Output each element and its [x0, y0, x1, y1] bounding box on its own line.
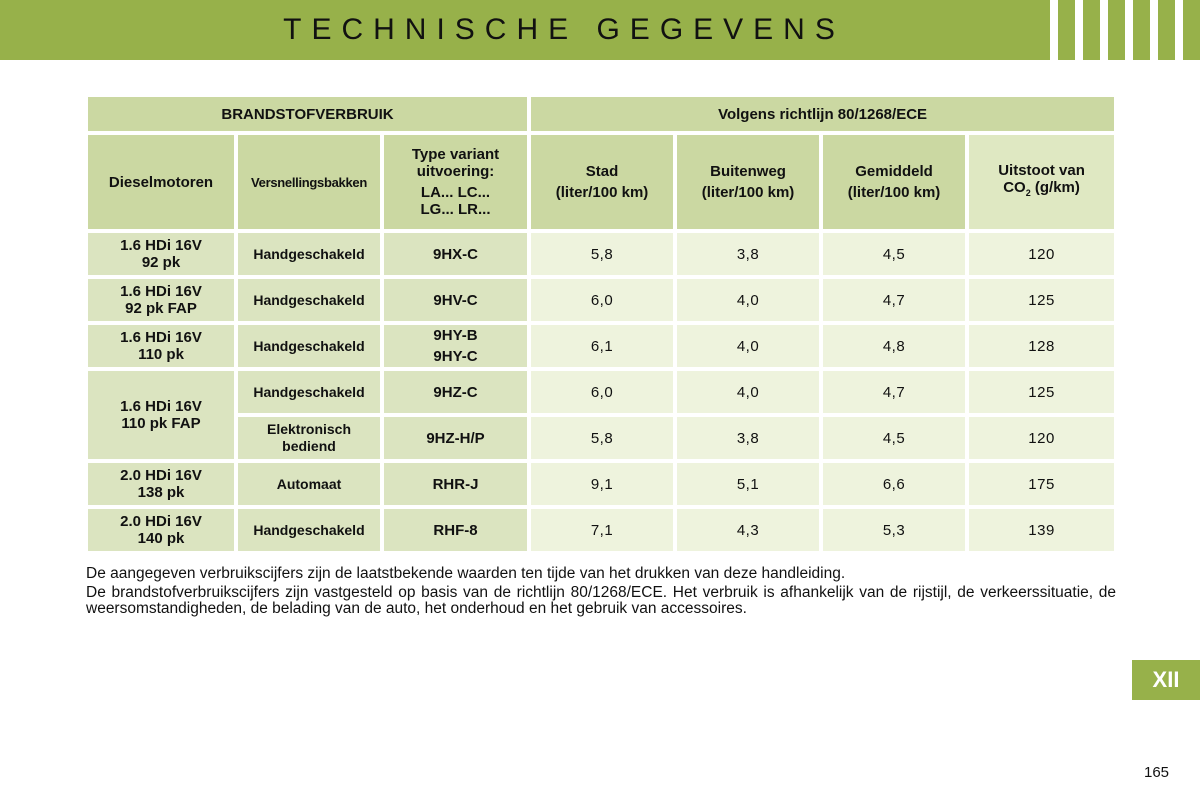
engine-cell — [88, 325, 234, 367]
average-cell: 4,5 — [823, 417, 965, 459]
variant-cell — [384, 325, 527, 367]
table-row — [88, 463, 1114, 505]
column-header-city — [531, 135, 673, 229]
city-cell: 6,0 — [531, 371, 673, 413]
engine-name: 1.6 HDi 16V — [120, 237, 202, 254]
highway-cell: 4,3 — [677, 509, 819, 551]
average-cell: 4,5 — [823, 233, 965, 275]
co2-subscript: 2 — [1025, 188, 1031, 198]
page-header — [0, 0, 1200, 60]
highway-cell: 4,0 — [677, 371, 819, 413]
engine-cell — [88, 279, 234, 321]
variant-code: 9HZ-C — [433, 383, 478, 401]
header-stripe — [1125, 0, 1133, 60]
gearbox-name: Handgeschakeld — [253, 383, 365, 400]
city-cell: 9,1 — [531, 463, 673, 505]
highway-cell: 5,1 — [677, 463, 819, 505]
fuel-consumption-table — [84, 93, 1118, 555]
co2-cell: 120 — [969, 417, 1114, 459]
gearbox-cell — [238, 371, 380, 413]
variant-cell — [384, 371, 527, 413]
variant-header-line: Type variant — [411, 146, 500, 163]
engine-cell — [88, 463, 234, 505]
gearbox-name: Elektronisch — [266, 421, 352, 437]
page-title: TECHNISCHE GEGEVENS — [283, 13, 845, 46]
variant-code: 9HX-C — [433, 245, 479, 263]
header-stripe — [1050, 0, 1058, 60]
co2-header-line: Uitstoot van — [998, 162, 1085, 179]
engine-name: 1.6 HDi 16V — [120, 398, 202, 415]
highway-header-line: Buitenweg — [710, 163, 786, 180]
variant-header-line: LA... LC... — [420, 184, 491, 201]
column-header-average — [823, 135, 965, 229]
variant-header-line: uitvoering: — [416, 163, 495, 180]
co2-cell: 128 — [969, 325, 1114, 367]
city-cell: 7,1 — [531, 509, 673, 551]
header-stripe — [1150, 0, 1158, 60]
city-header-unit: (liter/100 km) — [555, 184, 649, 201]
variant-code: 9HV-C — [433, 291, 478, 309]
gearbox-cell — [238, 279, 380, 321]
header-stripe — [1175, 0, 1183, 60]
engine-name: 1.6 HDi 16V — [120, 329, 202, 346]
variant-cell — [384, 417, 527, 459]
footnote-text: De aangegeven verbruikscijfers zijn de laatstbekende waarden ten tijde van het drukken van deze handleiding. — [86, 565, 846, 582]
header-stripe — [1100, 0, 1108, 60]
header-stripe — [1075, 0, 1083, 60]
co2-suffix: (g/km) — [1030, 179, 1080, 196]
highway-cell: 4,0 — [677, 279, 819, 321]
gearbox-cell — [238, 417, 380, 459]
engine-cell — [88, 509, 234, 551]
variant-code: RHF-8 — [433, 521, 478, 539]
highway-cell: 3,8 — [677, 417, 819, 459]
table-row — [88, 325, 1114, 367]
group-header-row — [88, 97, 1114, 131]
column-header-highway — [677, 135, 819, 229]
table-row — [88, 371, 1114, 413]
variant-cell — [384, 509, 527, 551]
engine-name: 2.0 HDi 16V — [120, 467, 202, 484]
variant-cell — [384, 233, 527, 275]
average-cell: 4,7 — [823, 371, 965, 413]
highway-cell: 4,0 — [677, 325, 819, 367]
table-row — [88, 233, 1114, 275]
gearbox-name: Handgeschakeld — [253, 521, 365, 538]
city-header-line: Stad — [585, 163, 619, 180]
gearbox-name: Automaat — [276, 475, 342, 492]
co2-cell: 125 — [969, 371, 1114, 413]
column-header-row — [88, 135, 1114, 229]
variant-code: 9HY-B — [433, 327, 478, 344]
engine-name: 1.6 HDi 16V — [120, 283, 202, 300]
engine-power: 138 pk — [137, 484, 185, 501]
co2-cell: 139 — [969, 509, 1114, 551]
gearbox-cell — [238, 509, 380, 551]
gearbox-name: Handgeschakeld — [253, 337, 365, 354]
variant-cell — [384, 463, 527, 505]
highway-cell: 3,8 — [677, 233, 819, 275]
column-header-gearbox: Versnellingsbakken — [238, 135, 380, 229]
average-cell: 4,7 — [823, 279, 965, 321]
average-cell: 4,8 — [823, 325, 965, 367]
average-cell: 6,6 — [823, 463, 965, 505]
footnote-text: De brandstofverbruikscijfers zijn vastgesteld op basis van de richtlijn 80/1268/ECE. Het verbruik is afhankelijk van de rijstijl, de verkeerssituatie, de weersomstandigheden, de belading van de auto, het onderhoud en het gebruik van accessoires. — [86, 584, 1116, 617]
table-row — [88, 279, 1114, 321]
column-header-variant — [384, 135, 527, 229]
table-row — [88, 417, 1114, 459]
highway-header-unit: (liter/100 km) — [701, 184, 795, 201]
gearbox-name: bediend — [282, 438, 336, 454]
engine-cell — [88, 371, 234, 459]
variant-header-line: LG... LR... — [420, 201, 491, 218]
engine-power: 110 pk — [138, 346, 184, 363]
engine-cell — [88, 233, 234, 275]
page-number: 165 — [1144, 764, 1170, 781]
city-cell: 5,8 — [531, 417, 673, 459]
co2-cell: 175 — [969, 463, 1114, 505]
engine-power: 92 pk FAP — [125, 300, 197, 317]
group-header-consumption: BRANDSTOFVERBRUIK — [88, 97, 527, 131]
gearbox-cell — [238, 233, 380, 275]
variant-code: 9HZ-H/P — [426, 429, 485, 447]
average-cell: 5,3 — [823, 509, 965, 551]
co2-cell: 120 — [969, 233, 1114, 275]
gearbox-cell — [238, 325, 380, 367]
average-header-unit: (liter/100 km) — [847, 184, 941, 201]
co2-header-unit — [969, 179, 1114, 202]
engine-power: 92 pk — [141, 254, 181, 271]
gearbox-name: Handgeschakeld — [253, 291, 365, 308]
variant-code: RHR-J — [432, 475, 479, 493]
engine-name: 2.0 HDi 16V — [120, 513, 202, 530]
variant-code: 9HY-C — [433, 348, 478, 365]
gearbox-name: Handgeschakeld — [253, 245, 365, 262]
chapter-tab: XII — [1132, 660, 1200, 700]
table-row — [88, 509, 1114, 551]
city-cell: 6,0 — [531, 279, 673, 321]
gearbox-cell — [238, 463, 380, 505]
column-header-engine: Dieselmotoren — [88, 135, 234, 229]
column-header-co2 — [969, 135, 1114, 229]
co2-prefix: CO — [1003, 179, 1026, 196]
average-header-line: Gemiddeld — [855, 163, 933, 180]
engine-power: 110 pk FAP — [121, 415, 201, 432]
variant-cell — [384, 279, 527, 321]
city-cell: 6,1 — [531, 325, 673, 367]
co2-cell: 125 — [969, 279, 1114, 321]
engine-power: 140 pk — [137, 530, 185, 547]
group-header-directive: Volgens richtlijn 80/1268/ECE — [531, 97, 1114, 131]
city-cell: 5,8 — [531, 233, 673, 275]
